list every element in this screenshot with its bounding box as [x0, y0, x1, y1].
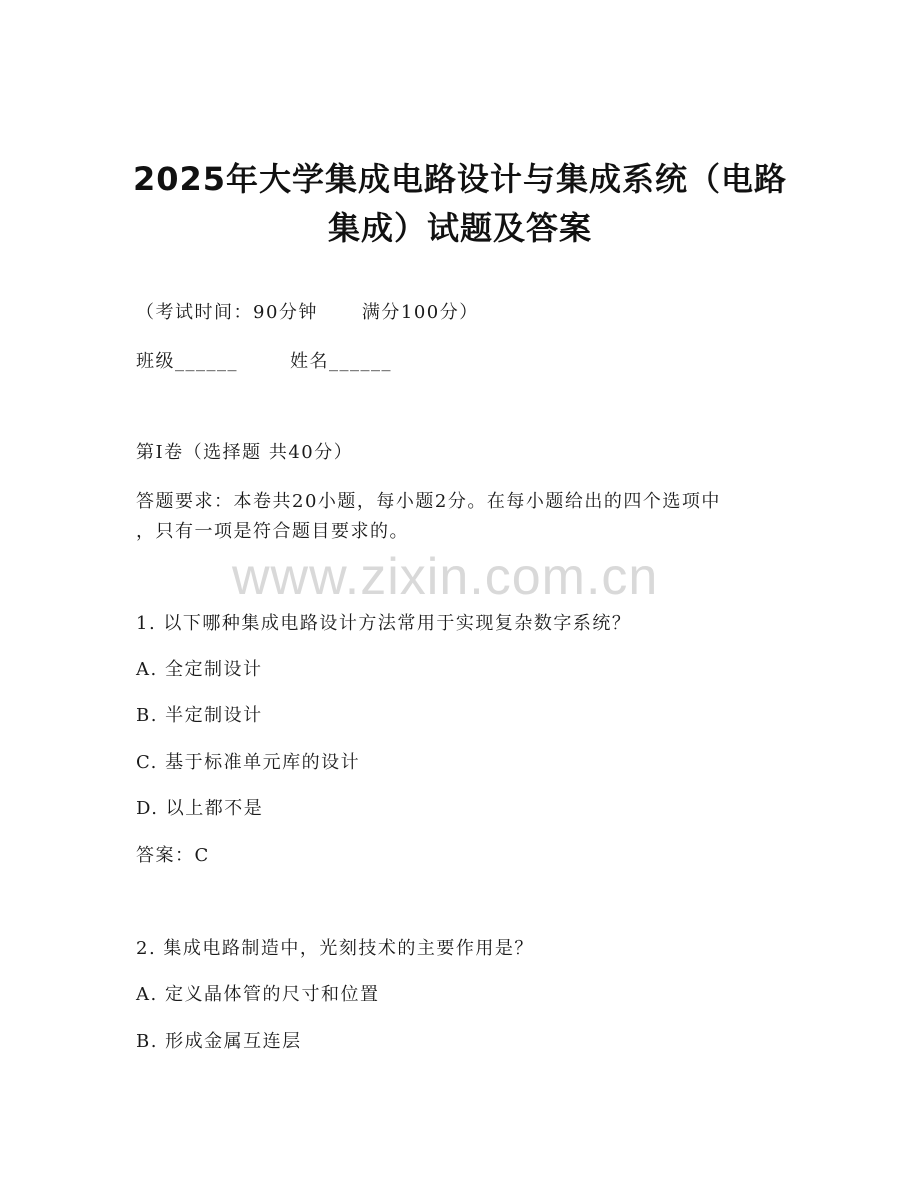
watermark: www.zixin.com.cn — [232, 548, 659, 606]
exam-time: （考试时间：90分钟 — [136, 302, 318, 323]
question-1-option-b: B. 半定制设计 — [136, 705, 263, 726]
name-field-label: 姓名______ — [290, 351, 392, 372]
section-heading: 第I卷（选择题 共40分） — [136, 442, 354, 463]
question-1-option-c: C. 基于标准单元库的设计 — [136, 752, 361, 773]
question-1-option-a: A. 全定制设计 — [136, 659, 263, 680]
exam-info — [136, 300, 479, 326]
document-title-line-1: 2025年大学集成电路设计与集成系统（电路 — [132, 160, 788, 198]
question-2-option-b: B. 形成金属互连层 — [136, 1031, 302, 1052]
question-2-option-a: A. 定义晶体管的尺寸和位置 — [136, 984, 380, 1005]
class-field-label: 班级______ — [136, 351, 238, 372]
section-instruction-line-1: 答题要求：本卷共20小题，每小题2分。在每小题给出的四个选项中 — [136, 491, 721, 512]
question-1-answer: 答案：C — [136, 845, 210, 866]
question-2-stem: 2. 集成电路制造中，光刻技术的主要作用是？ — [136, 938, 534, 959]
exam-score: 满分100分） — [361, 302, 479, 323]
student-info — [136, 349, 392, 375]
question-1-option-d: D. 以上都不是 — [136, 798, 264, 819]
document-title-line-2: 集成）试题及答案 — [327, 209, 592, 247]
section-instruction-line-2: ，只有一项是符合题目要求的。 — [136, 521, 409, 542]
question-1-stem: 1. 以下哪种集成电路设计方法常用于实现复杂数字系统？ — [136, 613, 632, 634]
